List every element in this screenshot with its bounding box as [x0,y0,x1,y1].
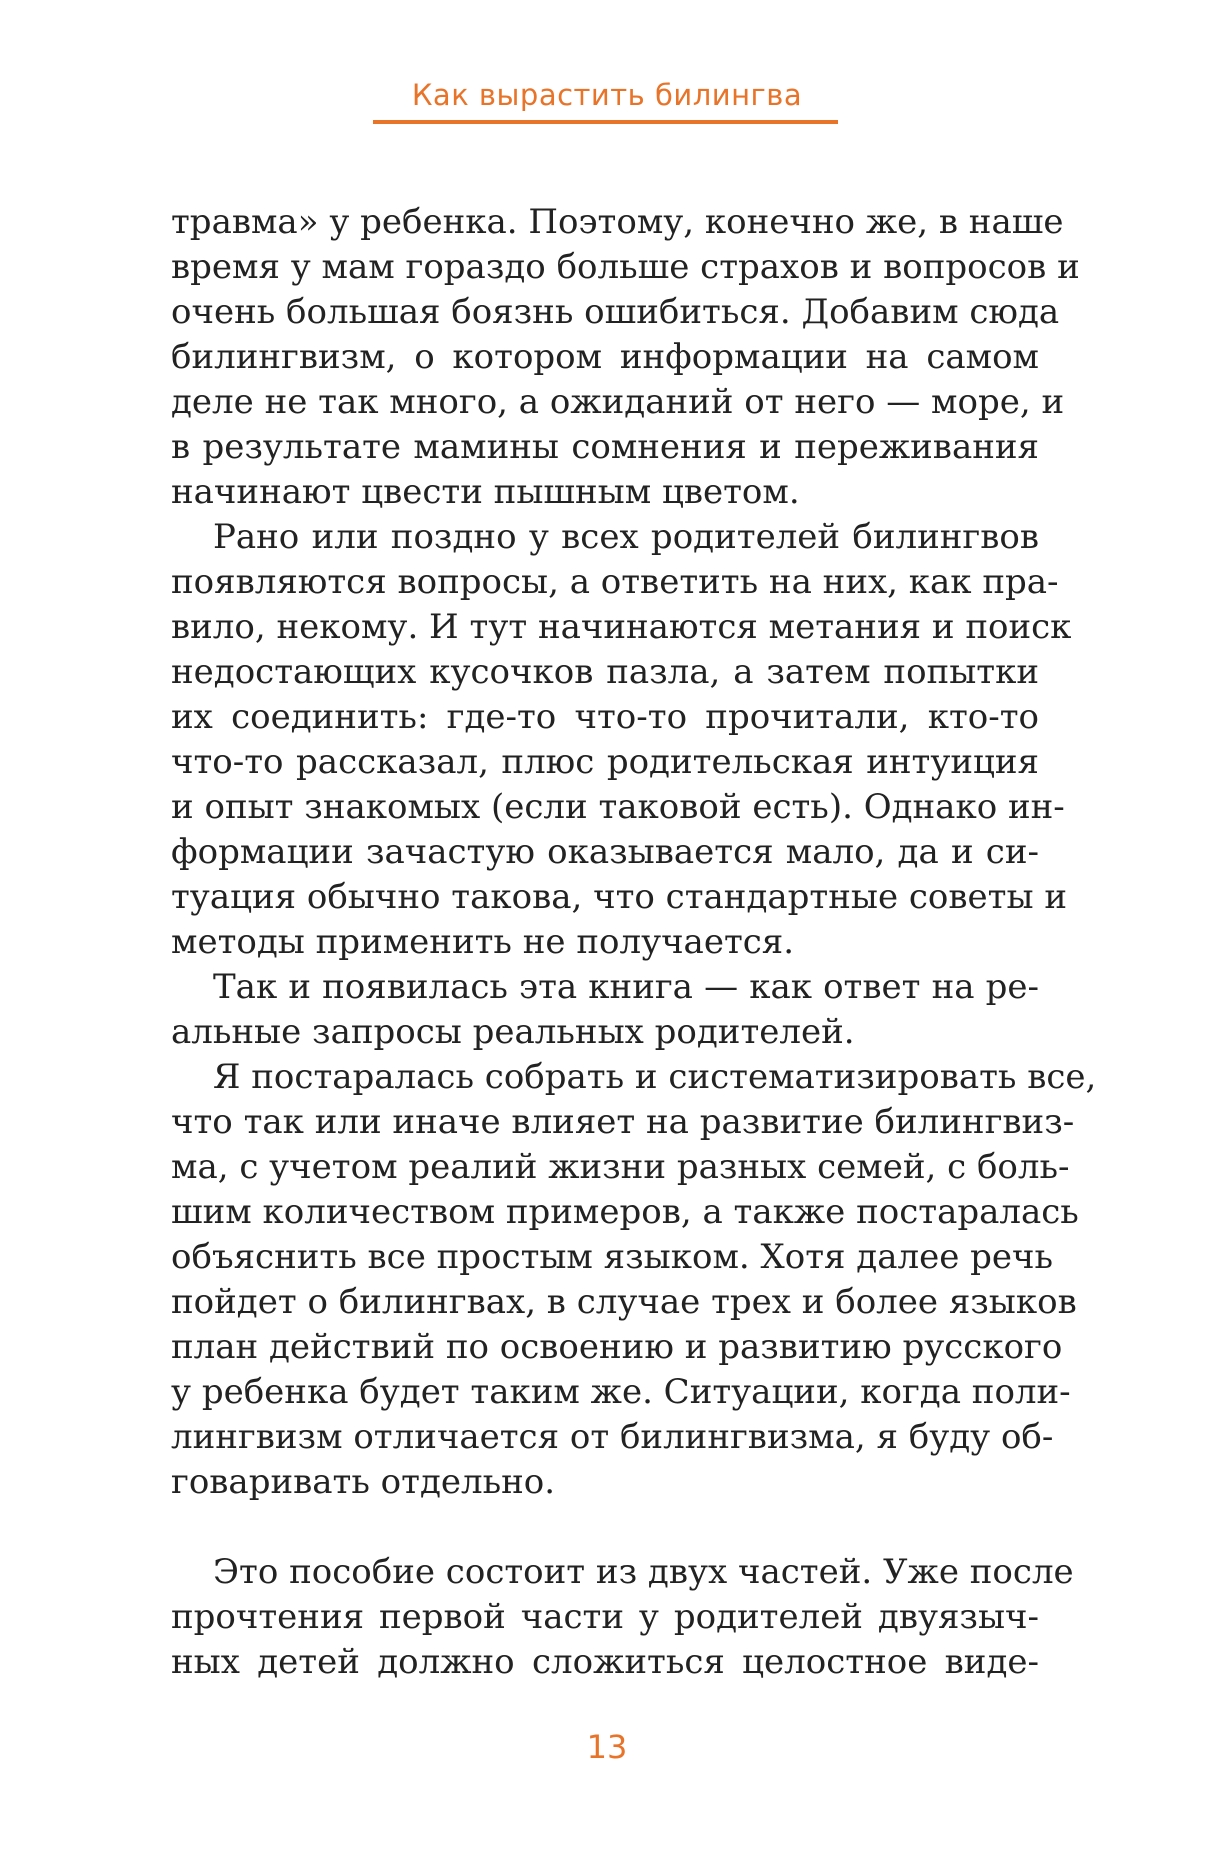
text-line: альные запросы реальных родителей. [171,1012,855,1052]
text-line: появляются вопросы, а ответить на них, как пра- [171,562,1059,602]
paragraph-3 [171,965,1039,1055]
page-number: 13 [586,1728,628,1766]
text-line: Я постаралась собрать и систематизировать все, [213,1057,1097,1097]
text-line: Рано или поздно у всех родителей билингвов [213,517,1039,557]
text-line: ных детей должно сложиться целостное виде- [171,1642,1039,1682]
text-line: билингвизм, о котором информации на самом [171,337,1039,377]
paragraph-2 [171,515,1072,965]
text-line: в результате мамины сомнения и переживания [171,427,1039,467]
text-line: лингвизм отличается от билингвизма, я буду об- [171,1417,1054,1457]
text-line: и опыт знакомых (если таковой есть). Однако ин- [171,787,1065,827]
text-line: формации зачастую оказывается мало, да и си- [171,832,1039,872]
text-line: что так или иначе влияет на развитие билингвиз- [171,1102,1075,1142]
text-line: вило, некому. И тут начинаются метания и поиск [171,607,1072,647]
text-line: пойдет о билингвах, в случае трех и более языков [171,1282,1077,1322]
text-line: ма, с учетом реалий жизни разных семей, с боль- [171,1147,1070,1187]
text-line: объяснить все простым языком. Хотя далее речь [171,1237,1053,1277]
text-line: деле не так много, а ожиданий от него — море, и [171,382,1065,422]
header-underline [373,120,838,124]
section-break [171,1505,1039,1550]
text-line: недостающих кусочков пазла, а затем попытки [171,652,1039,692]
text-line: методы применить не получается. [171,922,795,962]
text-line: что-то рассказал, плюс родительская интуиция [171,742,1039,782]
running-header-title: Как вырастить билингва [411,78,803,112]
text-line: шим количеством примеров, а также постаралась [171,1192,1079,1232]
text-line: у ребенка будет таким же. Ситуации, когда поли- [171,1372,1071,1412]
text-line: Это пособие состоит из двух частей. Уже после [213,1552,1074,1592]
text-line: начинают цвести пышным цветом. [171,472,800,512]
text-line: время у мам гораздо больше страхов и вопросов и [171,247,1080,287]
text-line: план действий по освоению и развитию русского [171,1327,1063,1367]
text-line: очень большая боязнь ошибиться. Добавим сюда [171,292,1060,332]
text-line: Так и появилась эта книга — как ответ на ре- [213,967,1039,1007]
body-text [171,200,1097,1685]
paragraph-5 [171,1550,1074,1685]
text-line: говаривать отдельно. [171,1462,556,1502]
paragraph-4 [171,1055,1097,1505]
text-line: прочтения первой части у родителей двуязыч- [171,1597,1039,1637]
text-line: их соединить: где-то что-то прочитали, кто-то [171,697,1039,737]
text-line: туация обычно такова, что стандартные советы и [171,877,1068,917]
text-line: травма» у ребенка. Поэтому, конечно же, в наше [171,202,1064,242]
paragraph-1 [171,200,1080,515]
